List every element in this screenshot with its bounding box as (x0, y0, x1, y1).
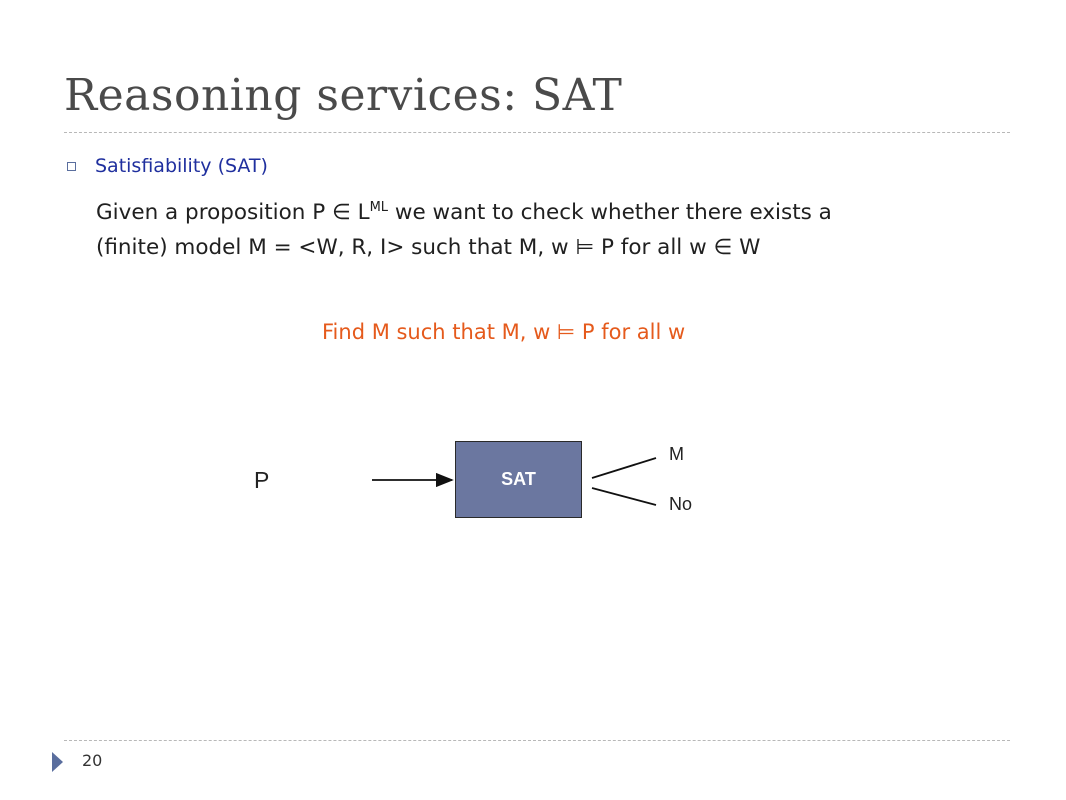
sat-box-label: SAT (501, 469, 536, 489)
footer-divider (64, 740, 1010, 741)
body-line-1-end: we want to check whether there exists a (388, 200, 832, 225)
input-label: P (254, 467, 270, 493)
output-line-no (592, 488, 656, 505)
page-title: Reasoning services: SAT (64, 70, 623, 121)
output-label-m: M (669, 444, 684, 464)
body-line-1-start: Given a proposition P ∈ L (96, 200, 370, 225)
body-line-1-superscript: ML (369, 200, 389, 215)
bullet-label: Satisfiability (SAT) (95, 155, 268, 177)
output-label-no: No (669, 494, 693, 514)
highlight-statement: Find M such that M, w ⊨ P for all w (322, 320, 686, 344)
page-marker-icon (52, 752, 63, 772)
sat-box (455, 441, 582, 518)
page-number: 20 (82, 751, 103, 770)
output-line-m (592, 458, 656, 478)
body-line-2: (finite) model M = <W, R, I> such that M, w ⊨ P for all w ∈ W (96, 235, 761, 260)
